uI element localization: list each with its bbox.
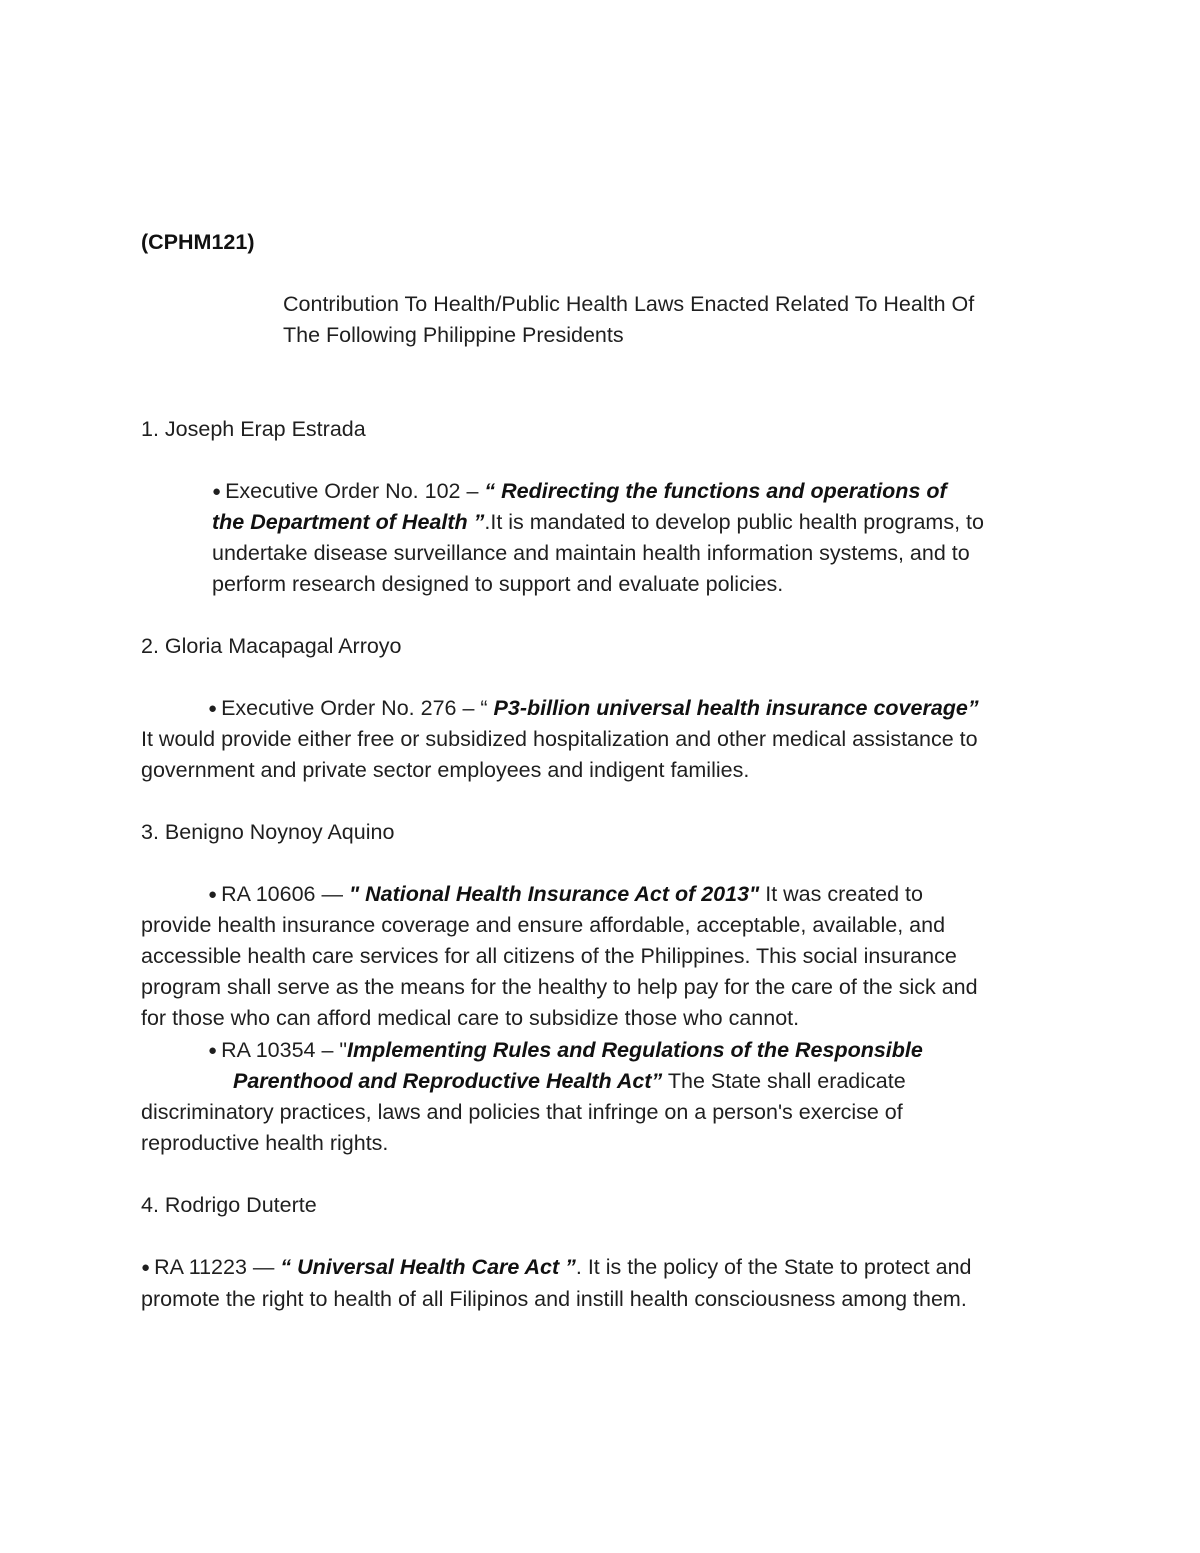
law-number: Executive Order No. 102 – bbox=[225, 479, 485, 503]
law-title: the Department of Health ” bbox=[212, 510, 485, 534]
law-number: RA 10606 — bbox=[221, 882, 349, 906]
law-description: program shall serve as the means for the healthy to help pay for the care of the sick and bbox=[141, 975, 978, 999]
law-description: discriminatory practices, laws and policies that infringe on a person's exercise of bbox=[141, 1100, 903, 1124]
law-description: . It is the policy of the State to protect and bbox=[575, 1255, 972, 1279]
bullet-icon: ● bbox=[212, 483, 222, 500]
bullet-icon: ● bbox=[208, 1042, 218, 1059]
law-description: reproductive health rights. bbox=[141, 1131, 389, 1155]
law-number: Executive Order No. 276 – “ bbox=[221, 696, 494, 720]
law-description: perform research designed to support and evaluate policies. bbox=[212, 572, 784, 596]
law-title: “ Universal Health Care Act ” bbox=[280, 1255, 576, 1279]
president-heading: 1. Joseph Erap Estrada bbox=[141, 417, 366, 441]
president-heading: 2. Gloria Macapagal Arroyo bbox=[141, 634, 402, 658]
course-code: (CPHM121) bbox=[141, 230, 255, 254]
law-title: Implementing Rules and Regulations of the Responsible bbox=[347, 1038, 923, 1062]
law-title: P3-billion universal health insurance coverage” bbox=[493, 696, 979, 720]
bullet-icon: ● bbox=[141, 1259, 151, 1276]
law-entry bbox=[208, 693, 979, 726]
law-description: accessible health care services for all citizens of the Philippines. This social insurance bbox=[141, 944, 957, 968]
law-description: provide health insurance coverage and ensure affordable, acceptable, available, and bbox=[141, 913, 946, 937]
law-description: It was created to bbox=[759, 882, 923, 906]
law-number: RA 10354 – " bbox=[221, 1038, 348, 1062]
law-title: Parenthood and Reproductive Health Act” bbox=[233, 1069, 663, 1093]
document-title-line-2: The Following Philippine Presidents bbox=[283, 323, 624, 347]
president-heading: 3. Benigno Noynoy Aquino bbox=[141, 820, 395, 844]
law-description: promote the right to health of all Filipinos and instill health consciousness among them. bbox=[141, 1287, 967, 1311]
law-description: government and private sector employees and indigent families. bbox=[141, 758, 750, 782]
bullet-icon: ● bbox=[208, 886, 218, 903]
document-title-line-1: Contribution To Health/Public Health Laws Enacted Related To Health Of bbox=[283, 292, 975, 316]
law-number: RA 11223 — bbox=[154, 1255, 281, 1279]
law-entry bbox=[212, 476, 947, 509]
law-description: .It is mandated to develop public health programs, to bbox=[484, 510, 984, 534]
law-entry bbox=[208, 879, 923, 912]
law-description: The State shall eradicate bbox=[662, 1069, 906, 1093]
bullet-icon: ● bbox=[208, 700, 218, 717]
law-description: undertake disease surveillance and maintain health information systems, and to bbox=[212, 541, 970, 565]
law-description: for those who can afford medical care to subsidize those who cannot. bbox=[141, 1006, 800, 1030]
law-title: " National Health Insurance Act of 2013" bbox=[348, 882, 760, 906]
law-entry-continued bbox=[212, 507, 984, 538]
president-heading: 4. Rodrigo Duterte bbox=[141, 1193, 317, 1217]
law-title: “ Redirecting the functions and operations of bbox=[484, 479, 947, 503]
law-entry-continued bbox=[233, 1066, 906, 1097]
law-entry bbox=[141, 1252, 971, 1285]
law-entry bbox=[208, 1035, 923, 1068]
law-description: It would provide either free or subsidized hospitalization and other medical assistance to bbox=[141, 727, 978, 751]
